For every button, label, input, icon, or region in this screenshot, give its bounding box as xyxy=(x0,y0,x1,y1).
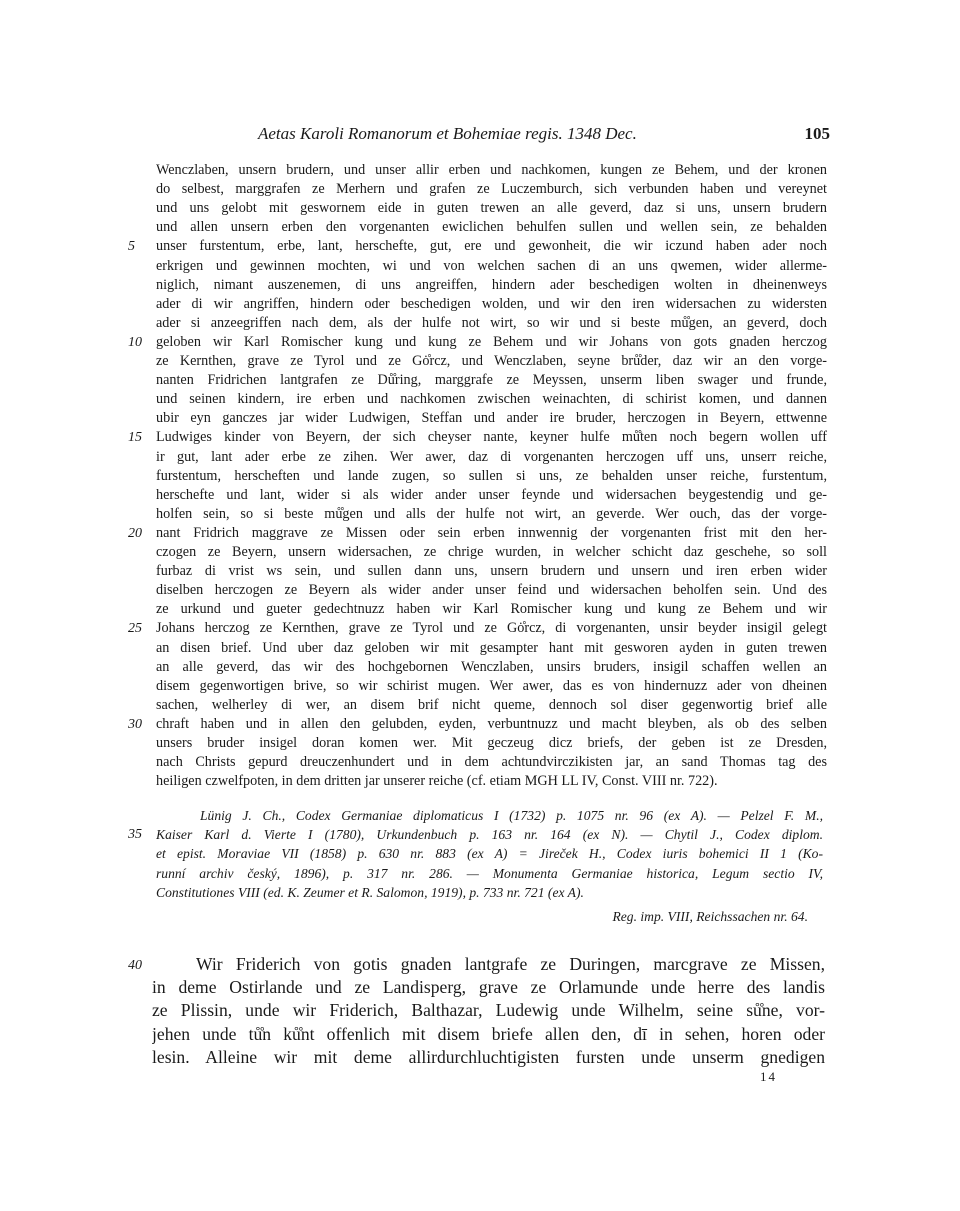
running-title: Aetas Karoli Romanorum et Bohemiae regis. 1348 Dec. xyxy=(258,124,637,143)
text-line: ader di wir angriffen, hindern oder beschedigen wolden, und wir den iren widersachen zu widersten xyxy=(156,295,827,312)
text-line: furstentum, herscheften und lande zugen, so sullen si uns, ze behalden unser reiche, furstentum, xyxy=(156,467,827,484)
text-line: sachen, welherley di wer, an disem brif nicht queme, dennoch sol diser gegenwortig brief alle xyxy=(156,696,827,713)
text-line: Wenczlaben, unsern brudern, und unser allir erben und nachkomen, kungen ze Behem, und der kronen xyxy=(156,162,827,178)
text-line: Johans herczog ze Kernthen, grave ze Tyrol und ze Gȯ̊rcz, di vorgenanten, unsir beyder insigil gelegt xyxy=(156,620,827,637)
line-number: 5 xyxy=(128,239,135,255)
text-line: an alle geverd, das wir des hochgebornen Wenczlaben, unsirs bruders, insigil schaffen wellen an xyxy=(156,658,827,675)
document-line: ze Plissin, unde wir Friderich, Balthazar, Ludewig unde Wilhelm, seine sů̊ne, vor- xyxy=(152,1000,825,1021)
text-line: und allen unsern erben den vorgenanten ewiclichen behulfen sullen und wellen sein, ze behalden xyxy=(156,219,827,236)
text-line: unser furstentum, erbe, lant, herschefte, gut, ere und gewonheit, die wir iczund haben ader noch xyxy=(156,238,827,255)
text-line: nach Christs gepurd dreuczenhundert und in dem achtundvirczikisten jar, an sand Thomas tag des xyxy=(156,754,827,771)
document-line: lesin. Alleine wir mit deme allirdurchluchtigisten fursten unde unserm gnedigen xyxy=(152,1046,825,1067)
line-number: 10 xyxy=(128,334,142,350)
line-number: 30 xyxy=(128,716,142,732)
text-line: und seinen kindern, ire erben und nachkomen zwischen weinachten, di schirist komen, und dannen xyxy=(156,391,827,408)
text-line: ader si anzeegriffen nach dem, als der hulfe not wirt, so wir und si beste mů̊gen, an geverd, doch xyxy=(156,314,827,331)
text-line: herschefte und lant, wider si als wider ander unser feynde und widersachen beygestendig und ge- xyxy=(156,486,827,503)
line-number: 15 xyxy=(128,430,142,446)
line-number: 35 xyxy=(128,827,142,843)
running-header xyxy=(258,124,830,146)
line-number: 20 xyxy=(128,525,142,541)
document-line: Wir Friderich von gotis gnaden lantgrafe ze Duringen, marcgrave ze Missen, xyxy=(196,954,825,974)
line-number: 25 xyxy=(128,621,142,637)
reference-line: Kaiser Karl d. Vierte I (1780), Urkundenbuch p. 163 nr. 164 (ex N). — Chytil J., Codex diplom. xyxy=(156,827,823,843)
reference-line: Constitutiones VIII (ed. K. Zeumer et R. Salomon, 1919), p. 733 nr. 721 (ex A). xyxy=(156,884,584,900)
text-line: ir gut, lant ader erbe ze zihen. Wer awer, daz di vorgenanten herczogen uff uns, unserr reiche, xyxy=(156,448,827,465)
text-line: unsers bruder insigel doran komen wer. Mit geczeug dicz briefs, der geben ist ze Dresden, xyxy=(156,735,827,751)
text-line: geloben wir Karl Romischer kung und kung ze Behem und wir Johans von gots gnaden herczog xyxy=(156,333,827,350)
text-line: czogen ze Beyern, unsern widersachen, ze chrige wurden, in welcher schicht daz geschehe, so soll xyxy=(156,544,827,560)
text-line: Ludwiges kinder von Beyern, der sich cheyser nante, keyner hulfe mů̊ten noch begern wollen uff xyxy=(156,429,827,446)
text-line: furbaz di vrist ws sein, und sullen dann uns, unsern brudern und unsern und iren erben wider xyxy=(156,563,827,580)
text-line: diselben herczogen ze Beyern als wider ander unser feind und widersachen beholfen sein. Und des xyxy=(156,582,827,599)
text-line: und uns gelobt mit geswornem eide in guten trewen an alle geverd, daz si uns, unsern brudern xyxy=(156,200,827,217)
text-line: chraft haben und in allen den gelubden, eyden, verbuntnuzz und macht bleyben, als ob des selben xyxy=(156,715,827,732)
reference-line: Lünig J. Ch., Codex Germaniae diplomaticus I (1732) p. 1075 nr. 96 (ex A). — Pelzel F. M., xyxy=(200,808,823,823)
signature-mark: 14 xyxy=(760,1069,777,1084)
reference-line: et epist. Moraviae VII (1858) p. 630 nr. 883 (ex A) = Jireček H., Codex iuris bohemici II 1 (Ko- xyxy=(156,846,823,862)
text-line: ze Kernthen, grave ze Tyrol und ze Gȯ̊rcz, und Wenczlaben, seyne brů̊der, daz wir an den vorge- xyxy=(156,353,827,369)
text-line: do selbest, marggrafen ze Merhern und grafen ze Luczemburch, sich verbunden haben und vereynet xyxy=(156,181,827,198)
text-line: disem gegenwortigen brive, so wir schirist mugen. Wer awer, das es von hindernuzz ader von dheinen xyxy=(156,677,827,694)
text-line: nant Fridrich maggrave ze Missen oder sein erben innwennig der vorgenanten frist mit den her- xyxy=(156,524,827,541)
document-line: jehen unde tů̊n ků̊nt offenlich mit disem briefe allen den, dī in sehen, horen oder xyxy=(152,1023,825,1044)
line-number: 40 xyxy=(128,958,142,973)
text-line: niglich, nimant auszenemen, di uns angreiffen, hindern ader beschedigen wolten in dheinenweys xyxy=(156,276,827,293)
text-line: holfen sein, so si beste mů̊gen und alls der hulfe not wirt, an geverde. Wer ouch, das der vorge- xyxy=(156,505,827,522)
text-line: heiligen czwelfpoten, in dem dritten jar unserer reiche (cf. etiam MGH LL IV, Const. VIII nr. 722). xyxy=(156,773,718,790)
page-number: 105 xyxy=(804,124,830,143)
regesta-line: Reg. imp. VIII, Reichssachen nr. 64. xyxy=(612,909,808,924)
text-line: erkrigen und gewinnen mochten, wi und von welchen sachen di an uns qwemen, wider allerme- xyxy=(156,257,827,274)
text-line: ze urkund und gueter gedechtnuzz haben wir Karl Romischer kung und kung ze Behem und wir xyxy=(156,601,827,618)
text-line: ubir eyn ganczes jar wider Ludwigen, Steffan und ander ire bruder, herczogen in Beyern, ettwenne xyxy=(156,410,827,427)
text-line: an disen brief. Und uber daz geloben wir mit gesampter hant mit gesworen ayden in guten trewen xyxy=(156,639,827,656)
document-line: in deme Ostirlande und ze Landisperg, grave ze Orlamunde unde herre des landis xyxy=(152,977,825,998)
reference-line: runní archiv český, 1896), p. 317 nr. 286. — Monumenta Germaniae historica, Legum sectio IV, xyxy=(156,865,823,881)
text-line: nanten Fridrichen lantgrafen ze Dů̊ring, marggrafe ze Meyssen, unserm liben swager und frunde, xyxy=(156,372,827,389)
